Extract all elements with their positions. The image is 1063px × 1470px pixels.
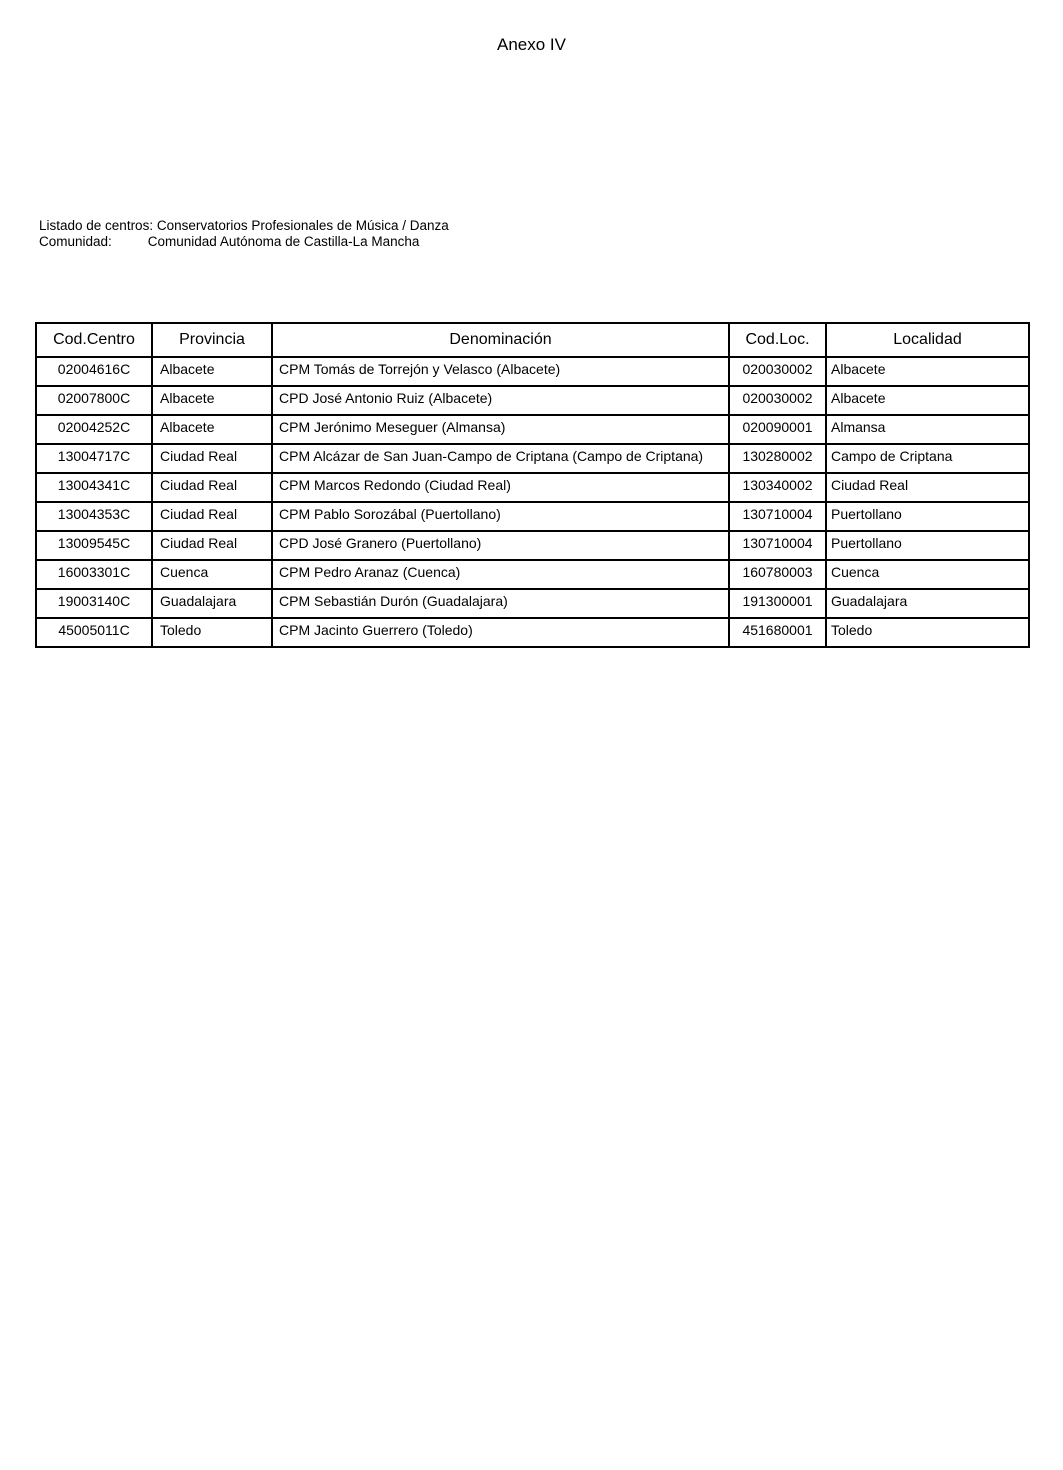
table-row bbox=[36, 386, 1029, 415]
provincia-cell: Ciudad Real bbox=[152, 473, 272, 502]
provincia-cell: Albacete bbox=[152, 415, 272, 444]
cod-centro-cell: 45005011C bbox=[36, 618, 152, 647]
header-denominacion: Denominación bbox=[272, 323, 729, 357]
cod-centro-cell: 02004252C bbox=[36, 415, 152, 444]
provincia-cell: Toledo bbox=[152, 618, 272, 647]
provincia-cell: Guadalajara bbox=[152, 589, 272, 618]
localidad-cell: Toledo bbox=[826, 618, 1029, 647]
denominacion-cell: CPM Jacinto Guerrero (Toledo) bbox=[272, 618, 729, 647]
localidad-cell: Albacete bbox=[826, 386, 1029, 415]
localidad-cell: Guadalajara bbox=[826, 589, 1029, 618]
table-row bbox=[36, 444, 1029, 473]
denominacion-cell: CPM Alcázar de San Juan-Campo de Criptana (Campo de Criptana) bbox=[272, 444, 729, 473]
provincia-cell: Ciudad Real bbox=[152, 531, 272, 560]
table-row bbox=[36, 415, 1029, 444]
cod-loc-cell: 451680001 bbox=[729, 618, 826, 647]
denominacion-cell: CPD José Antonio Ruiz (Albacete) bbox=[272, 386, 729, 415]
table-row bbox=[36, 473, 1029, 502]
localidad-cell: Puertollano bbox=[826, 531, 1029, 560]
localidad-cell: Puertollano bbox=[826, 502, 1029, 531]
provincia-cell: Ciudad Real bbox=[152, 444, 272, 473]
centers-table bbox=[35, 322, 1030, 648]
denominacion-cell: CPM Marcos Redondo (Ciudad Real) bbox=[272, 473, 729, 502]
header-cod-loc: Cod.Loc. bbox=[729, 323, 826, 357]
cod-centro-cell: 13009545C bbox=[36, 531, 152, 560]
community-row bbox=[39, 234, 449, 250]
community-value: Comunidad Autónoma de Castilla-La Mancha bbox=[147, 234, 420, 249]
denominacion-cell: CPM Jerónimo Meseguer (Almansa) bbox=[272, 415, 729, 444]
cod-loc-cell: 130710004 bbox=[729, 502, 826, 531]
listing-meta bbox=[39, 218, 449, 250]
cod-centro-cell: 13004341C bbox=[36, 473, 152, 502]
table-row bbox=[36, 357, 1029, 386]
localidad-cell: Almansa bbox=[826, 415, 1029, 444]
denominacion-cell: CPM Pablo Sorozábal (Puertollano) bbox=[272, 502, 729, 531]
header-provincia: Provincia bbox=[152, 323, 272, 357]
cod-loc-cell: 191300001 bbox=[729, 589, 826, 618]
localidad-cell: Ciudad Real bbox=[826, 473, 1029, 502]
table-row bbox=[36, 618, 1029, 647]
table-row bbox=[36, 560, 1029, 589]
cod-centro-cell: 13004353C bbox=[36, 502, 152, 531]
table-header-row bbox=[36, 323, 1029, 357]
community-label: Comunidad: bbox=[39, 234, 112, 249]
cod-loc-cell: 020030002 bbox=[729, 357, 826, 386]
listing-type-row bbox=[39, 218, 449, 234]
cod-centro-cell: 02004616C bbox=[36, 357, 152, 386]
listing-type-value: Conservatorios Profesionales de Música / Danza bbox=[156, 218, 449, 233]
cod-loc-cell: 160780003 bbox=[729, 560, 826, 589]
table-row bbox=[36, 531, 1029, 560]
table-row bbox=[36, 502, 1029, 531]
cod-loc-cell: 130340002 bbox=[729, 473, 826, 502]
listing-type-label: Listado de centros: bbox=[39, 218, 154, 233]
header-cod-centro: Cod.Centro bbox=[36, 323, 152, 357]
denominacion-cell: CPM Pedro Aranaz (Cuenca) bbox=[272, 560, 729, 589]
cod-loc-cell: 130280002 bbox=[729, 444, 826, 473]
provincia-cell: Ciudad Real bbox=[152, 502, 272, 531]
localidad-cell: Albacete bbox=[826, 357, 1029, 386]
cod-centro-cell: 16003301C bbox=[36, 560, 152, 589]
cod-loc-cell: 020090001 bbox=[729, 415, 826, 444]
localidad-cell: Cuenca bbox=[826, 560, 1029, 589]
provincia-cell: Cuenca bbox=[152, 560, 272, 589]
cod-centro-cell: 19003140C bbox=[36, 589, 152, 618]
provincia-cell: Albacete bbox=[152, 357, 272, 386]
cod-loc-cell: 020030002 bbox=[729, 386, 826, 415]
provincia-cell: Albacete bbox=[152, 386, 272, 415]
localidad-cell: Campo de Criptana bbox=[826, 444, 1029, 473]
table-body bbox=[36, 357, 1029, 647]
denominacion-cell: CPM Tomás de Torrejón y Velasco (Albacete) bbox=[272, 357, 729, 386]
page-title: Anexo IV bbox=[497, 35, 566, 54]
cod-loc-cell: 130710004 bbox=[729, 531, 826, 560]
denominacion-cell: CPM Sebastián Durón (Guadalajara) bbox=[272, 589, 729, 618]
header-localidad: Localidad bbox=[826, 323, 1029, 357]
denominacion-cell: CPD José Granero (Puertollano) bbox=[272, 531, 729, 560]
cod-centro-cell: 13004717C bbox=[36, 444, 152, 473]
table-row bbox=[36, 589, 1029, 618]
cod-centro-cell: 02007800C bbox=[36, 386, 152, 415]
